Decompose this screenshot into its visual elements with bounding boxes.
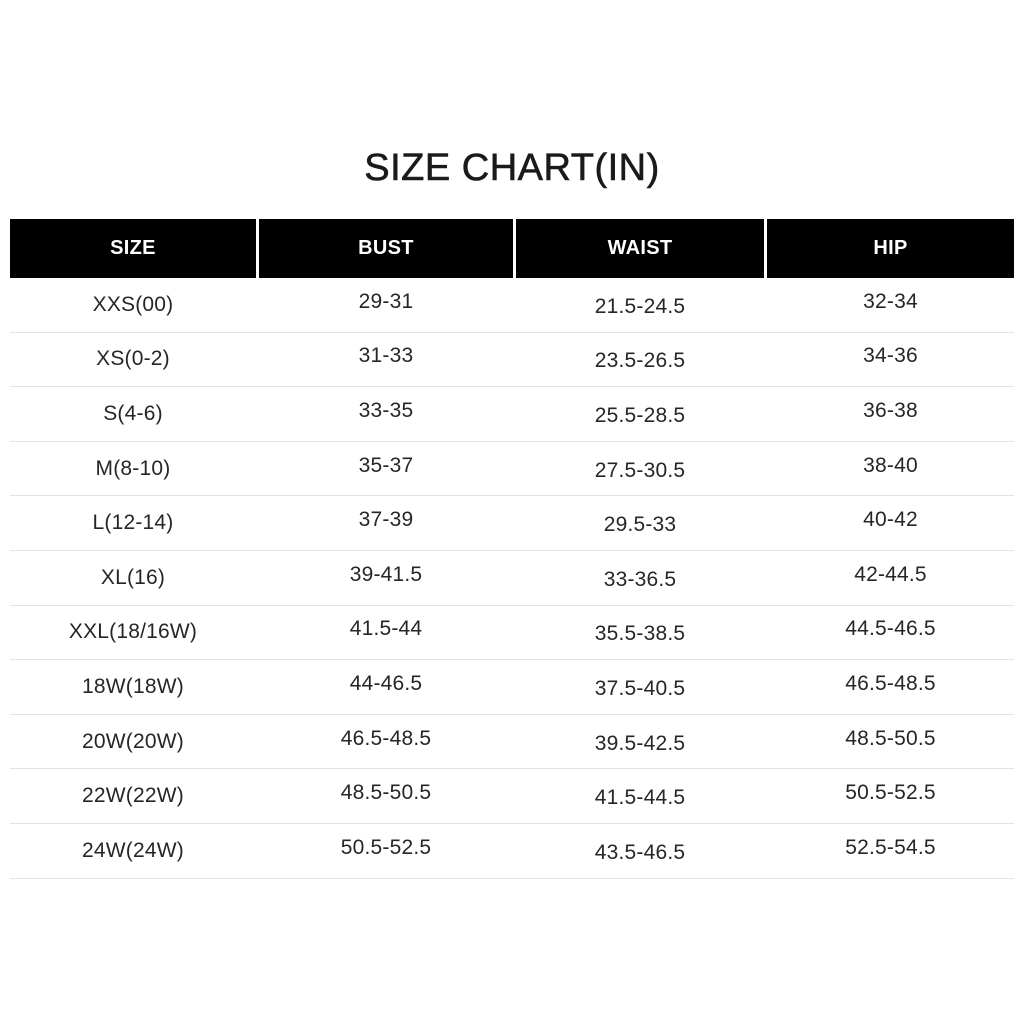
cell-size: L(12-14) (92, 511, 174, 535)
cell-bust: 41.5-44 (349, 617, 423, 641)
cell-hip: 36-38 (863, 398, 918, 422)
cell-size: XL(16) (100, 565, 166, 589)
column-header-size: SIZE (10, 219, 256, 278)
cell-hip: 34-36 (863, 344, 918, 368)
table-row (10, 715, 1014, 770)
cell-waist: 21.5-24.5 (594, 294, 686, 318)
table-row (10, 824, 1014, 879)
cell-bust: 48.5-50.5 (340, 781, 432, 805)
cell-bust: 33-35 (358, 398, 414, 422)
cell-waist: 27.5-30.5 (594, 458, 686, 482)
table-row (10, 551, 1014, 606)
cell-waist: 41.5-44.5 (594, 786, 686, 810)
cell-waist: 37.5-40.5 (594, 676, 686, 700)
cell-bust: 39-41.5 (349, 562, 423, 586)
table-row (10, 442, 1014, 497)
table-row (10, 606, 1014, 661)
cell-waist: 25.5-28.5 (594, 403, 686, 427)
cell-size: 22W(22W) (82, 784, 184, 808)
cell-bust: 44-46.5 (349, 671, 423, 695)
cell-bust: 46.5-48.5 (340, 726, 432, 750)
column-header-hip: HIP (767, 219, 1014, 278)
table-body (10, 278, 1014, 879)
cell-waist: 23.5-26.5 (594, 349, 686, 373)
cell-hip: 52.5-54.5 (845, 835, 936, 859)
cell-waist: 43.5-46.5 (594, 840, 686, 864)
cell-size: 20W(20W) (82, 729, 184, 753)
cell-hip: 48.5-50.5 (845, 726, 936, 750)
table-row (10, 496, 1014, 551)
table-row (10, 660, 1014, 715)
column-header-bust: BUST (259, 219, 513, 278)
table-row (10, 278, 1014, 333)
cell-bust: 37-39 (358, 508, 414, 532)
cell-waist: 35.5-38.5 (594, 622, 686, 646)
cell-hip: 32-34 (863, 289, 918, 313)
cell-bust: 31-33 (358, 344, 414, 368)
column-header-waist: WAIST (516, 219, 764, 278)
cell-size: XXS(00) (92, 292, 174, 316)
cell-hip: 40-42 (863, 508, 918, 532)
table-row (10, 769, 1014, 824)
size-chart-table (10, 219, 1014, 879)
cell-waist: 33-36.5 (603, 567, 677, 591)
table-row (10, 387, 1014, 442)
cell-size: 18W(18W) (82, 674, 184, 698)
cell-size: 24W(24W) (82, 838, 184, 862)
cell-size: M(8-10) (95, 456, 171, 480)
cell-size: XXL(18/16W) (68, 620, 198, 644)
table-row (10, 333, 1014, 388)
cell-bust: 35-37 (358, 453, 414, 477)
table-header-row (10, 219, 1014, 278)
cell-hip: 38-40 (863, 453, 918, 477)
cell-bust: 50.5-52.5 (340, 835, 432, 859)
cell-hip: 42-44.5 (854, 562, 927, 586)
cell-size: XS(0-2) (96, 347, 170, 371)
cell-size: S(4-6) (103, 401, 163, 425)
cell-hip: 46.5-48.5 (845, 671, 936, 695)
cell-waist: 39.5-42.5 (594, 731, 686, 755)
cell-waist: 29.5-33 (603, 513, 677, 537)
cell-hip: 44.5-46.5 (845, 617, 936, 641)
page-title: SIZE CHART(IN) (364, 147, 660, 189)
cell-hip: 50.5-52.5 (845, 781, 936, 805)
cell-bust: 29-31 (358, 289, 414, 313)
